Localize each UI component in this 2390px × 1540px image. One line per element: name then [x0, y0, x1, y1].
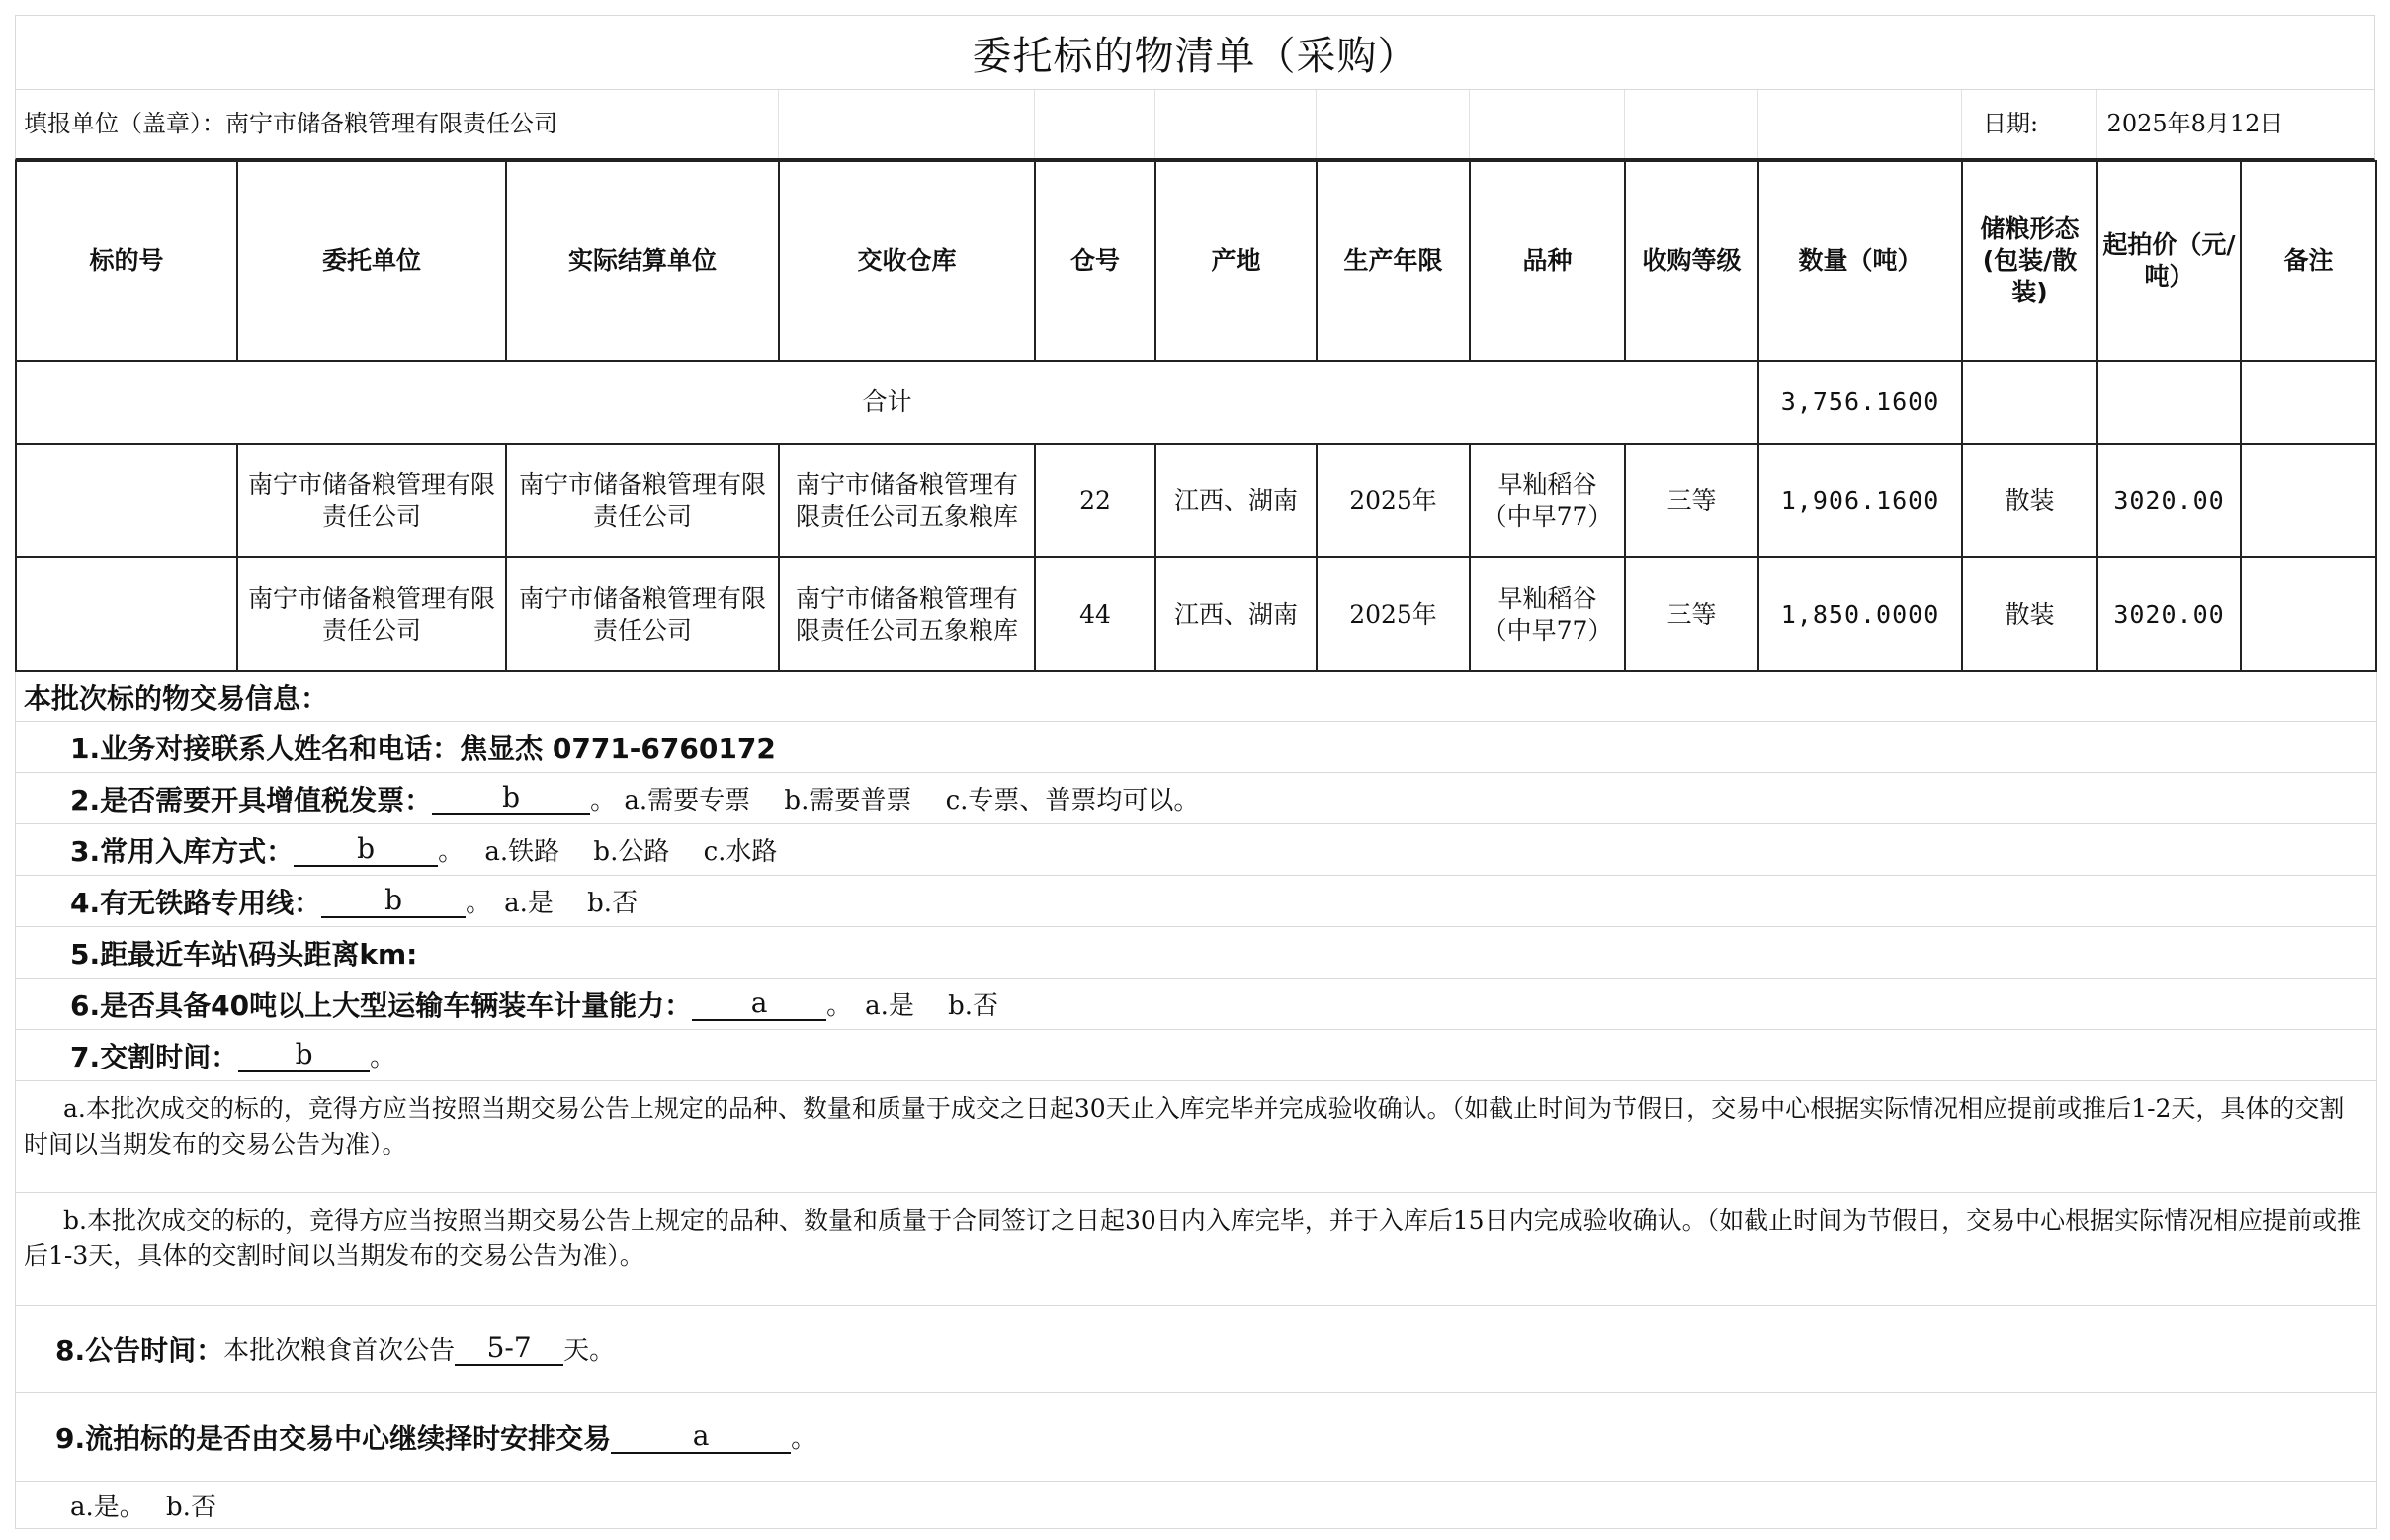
col-header-variety: 品种 — [1470, 161, 1625, 361]
cell-grade: 三等 — [1625, 444, 1758, 557]
contact-line — [16, 722, 2376, 773]
warehousing-question: 3.常用入库方式： — [70, 834, 295, 868]
railway-answer: b — [321, 885, 466, 918]
cell-lot-no — [16, 557, 237, 671]
cell-settlement: 南宁市储备粮管理有限责任公司 — [506, 557, 779, 671]
announcement-end: 天。 — [563, 1336, 616, 1366]
cell-settlement: 南宁市储备粮管理有限责任公司 — [506, 444, 779, 557]
col-header-warehouse: 交收仓库 — [779, 161, 1035, 361]
cell-variety: 早籼稻谷（中早77） — [1470, 557, 1625, 671]
cell-year: 2025年 — [1317, 444, 1470, 557]
announcement-days: 5-7 — [455, 1332, 563, 1366]
table-header-row — [16, 161, 2376, 361]
delivery-option-a — [16, 1081, 2376, 1193]
delivery-time-answer: b — [238, 1039, 370, 1072]
col-header-lot-no: 标的号 — [16, 161, 237, 361]
invoice-line — [16, 773, 2376, 824]
railway-question: 4.有无铁路专用线： — [70, 886, 322, 919]
contact-text: 1.业务对接联系人姓名和电话：焦显杰 0771-6760172 — [70, 731, 776, 765]
fill-unit: 填报单位（盖章）：南宁市储备粮管理有限责任公司 — [24, 110, 557, 137]
loading-line — [16, 979, 2376, 1030]
total-row — [16, 361, 2376, 444]
col-header-grade: 收购等级 — [1625, 161, 1758, 361]
col-header-consignor: 委托单位 — [237, 161, 506, 361]
cell-warehouse: 南宁市储备粮管理有限责任公司五象粮库 — [779, 444, 1035, 557]
cell-origin: 江西、湖南 — [1155, 444, 1317, 557]
relist-options-line — [16, 1482, 2376, 1529]
announcement-question: 8.公告时间： — [55, 1333, 224, 1367]
total-label: 合计 — [16, 361, 1758, 444]
cell-consignor: 南宁市储备粮管理有限责任公司 — [237, 557, 506, 671]
cell-remark — [2241, 444, 2376, 557]
announcement-line — [16, 1306, 2376, 1393]
table-row — [16, 444, 2376, 557]
page-title: 委托标的物清单（采购） — [15, 15, 2375, 90]
loading-question: 6.是否具备40吨以上大型运输车辆装车计量能力： — [70, 988, 693, 1022]
loading-answer: a — [692, 987, 826, 1021]
delivery-option-b-text: b.本批次成交的标的，竞得方应当按照当期交易公告上规定的品种、数量和质量于合同签订之日起30日内入库完毕，并于入库后15日内完成验收确认。（如截止时间为节假日，交易中心根据实际情况相应提前或推后1-3天，具体的交割时间以当期发布的交易公告为准）。 — [24, 1206, 2362, 1270]
col-header-price: 起拍价（元/吨） — [2097, 161, 2241, 361]
invoice-answer: b — [432, 782, 590, 815]
loading-options: 。 a.是 b.否 — [826, 991, 999, 1021]
cell-bin: 22 — [1035, 444, 1155, 557]
col-header-remark: 备注 — [2241, 161, 2376, 361]
delivery-time-line — [16, 1030, 2376, 1081]
delivery-option-b — [16, 1193, 2376, 1306]
date-label: 日期: — [1983, 110, 2039, 137]
railway-options: 。 a.是 b.否 — [466, 889, 639, 918]
cell-bin: 44 — [1035, 557, 1155, 671]
distance-question: 5.距最近车站\码头距离km: — [70, 937, 418, 971]
cell-lot-no — [16, 444, 237, 557]
trade-info-section — [15, 672, 2377, 1529]
col-header-storage: 储粮形态(包装/散装) — [1962, 161, 2097, 361]
relist-line — [16, 1393, 2376, 1482]
relist-end: 。 — [791, 1424, 817, 1454]
warehousing-answer: b — [294, 833, 438, 867]
cell-consignor: 南宁市储备粮管理有限责任公司 — [237, 444, 506, 557]
total-quantity: 3,756.1600 — [1758, 361, 1962, 444]
col-header-origin: 产地 — [1155, 161, 1317, 361]
col-header-bin: 仓号 — [1035, 161, 1155, 361]
warehousing-options: 。 a.铁路 b.公路 c.水路 — [438, 837, 778, 867]
lot-table — [15, 160, 2377, 672]
cell-variety: 早籼稻谷（中早77） — [1470, 444, 1625, 557]
invoice-options: 。 a.需要专票 b.需要普票 c.专票、普票均可以。 — [590, 786, 1200, 815]
relist-answer: a — [611, 1420, 791, 1454]
info-row — [15, 90, 2375, 160]
cell-year: 2025年 — [1317, 557, 1470, 671]
col-header-year: 生产年限 — [1317, 161, 1470, 361]
trade-info-heading: 本批次标的物交易信息： — [16, 672, 2376, 722]
cell-storage: 散装 — [1962, 557, 2097, 671]
cell-warehouse: 南宁市储备粮管理有限责任公司五象粮库 — [779, 557, 1035, 671]
announcement-text: 本批次粮食首次公告 — [223, 1336, 456, 1366]
cell-quantity: 1,850.0000 — [1758, 557, 1962, 671]
relist-options: a.是。 b.否 — [70, 1493, 216, 1522]
total-remark-cell — [2241, 361, 2376, 444]
invoice-question: 2.是否需要开具增值税发票： — [70, 783, 433, 816]
date-value: 2025年8月12日 — [2106, 110, 2284, 137]
table-row — [16, 557, 2376, 671]
delivery-option-a-text: a.本批次成交的标的，竞得方应当按照当期交易公告上规定的品种、数量和质量于成交之日起30天止入库完毕并完成验收确认。（如截止时间为节假日，交易中心根据实际情况相应提前或推后1-2天，具体的交割时间以当期发布的交易公告为准）。 — [24, 1094, 2345, 1158]
cell-grade: 三等 — [1625, 557, 1758, 671]
delivery-time-question: 7.交割时间： — [70, 1040, 239, 1073]
col-header-settlement: 实际结算单位 — [506, 161, 779, 361]
cell-origin: 江西、湖南 — [1155, 557, 1317, 671]
delivery-time-end: 。 — [370, 1043, 396, 1072]
distance-line — [16, 927, 2376, 979]
cell-quantity: 1,906.1600 — [1758, 444, 1962, 557]
cell-storage: 散装 — [1962, 444, 2097, 557]
total-storage-cell — [1962, 361, 2097, 444]
total-price-cell — [2097, 361, 2241, 444]
spreadsheet — [15, 15, 2375, 1529]
cell-price: 3020.00 — [2097, 557, 2241, 671]
col-header-quantity: 数量（吨） — [1758, 161, 1962, 361]
cell-remark — [2241, 557, 2376, 671]
railway-line — [16, 876, 2376, 927]
cell-price: 3020.00 — [2097, 444, 2241, 557]
relist-question: 9.流拍标的是否由交易中心继续择时安排交易 — [55, 1421, 612, 1455]
warehousing-line — [16, 824, 2376, 876]
